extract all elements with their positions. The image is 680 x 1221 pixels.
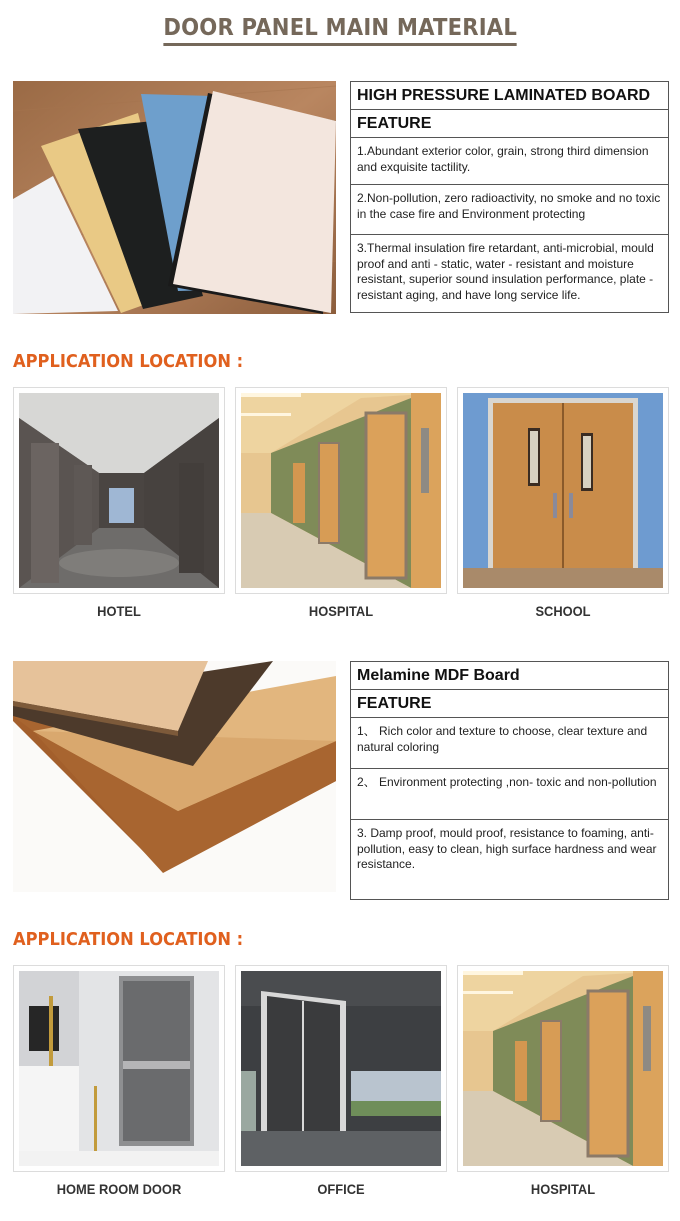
hospital-corridor-photo	[463, 971, 663, 1166]
feature-item-2: 2.Non-pollution, zero radioactivity, no smoke and no toxic in the case fire and Environment protecting	[351, 185, 668, 235]
page-title: DOOR PANEL MAIN MATERIAL	[163, 14, 517, 46]
office-glass-door-photo	[241, 971, 441, 1166]
location-label-hospital: HOSPITAL	[308, 603, 374, 619]
location-label-hotel: HOTEL	[97, 603, 141, 619]
hotel-corridor-photo	[19, 393, 219, 588]
feature-item-2: 2、 Environment protecting ,non- toxic and non-pollution	[351, 769, 668, 820]
location-card-hotel	[13, 387, 225, 594]
melamine-board-photo	[13, 661, 336, 892]
location-card-office	[235, 965, 447, 1172]
location-label-school: SCHOOL	[535, 603, 591, 619]
location-label-home-room-door: HOME ROOM DOOR	[56, 1181, 182, 1197]
hpl-feature-table	[350, 81, 669, 313]
location-card-hospital	[235, 387, 447, 594]
page-title-wrap	[0, 14, 680, 46]
hospital-corridor-photo	[241, 393, 441, 588]
feature-item-3: 3.Thermal insulation fire retardant, anti-microbial, mould proof and anti - static, water - resistant and moisture resistant, superior sound insulation performance, plate - resistant aging, and have long service life.	[357, 241, 654, 302]
location-label-hospital: HOSPITAL	[530, 1181, 596, 1197]
location-card-school	[457, 387, 669, 594]
feature-item-1: 1、 Rich color and texture to choose, clear texture and natural coloring	[351, 718, 668, 769]
melamine-feature-table	[350, 661, 669, 900]
material-name: HIGH PRESSURE LAMINATED BOARD	[351, 82, 668, 110]
application-location-heading: APPLICATION LOCATION :	[13, 352, 244, 372]
school-double-door-photo	[463, 393, 663, 588]
location-card-hospital	[457, 965, 669, 1172]
location-card-home-room-door	[13, 965, 225, 1172]
feature-label: FEATURE	[351, 110, 668, 138]
material-name: Melamine MDF Board	[351, 662, 668, 690]
feature-item-1: 1.Abundant exterior color, grain, strong third dimension and exquisite tactility.	[351, 138, 668, 185]
hpl-board-photo	[13, 81, 336, 314]
application-location-heading: APPLICATION LOCATION :	[13, 930, 244, 950]
home-room-door-photo	[19, 971, 219, 1166]
feature-label: FEATURE	[351, 690, 668, 718]
feature-item-3: 3. Damp proof, mould proof, resistance to foaming, anti- pollution, easy to clean, high surface hardness and wear resistance.	[357, 826, 657, 871]
location-label-office: OFFICE	[317, 1181, 365, 1197]
